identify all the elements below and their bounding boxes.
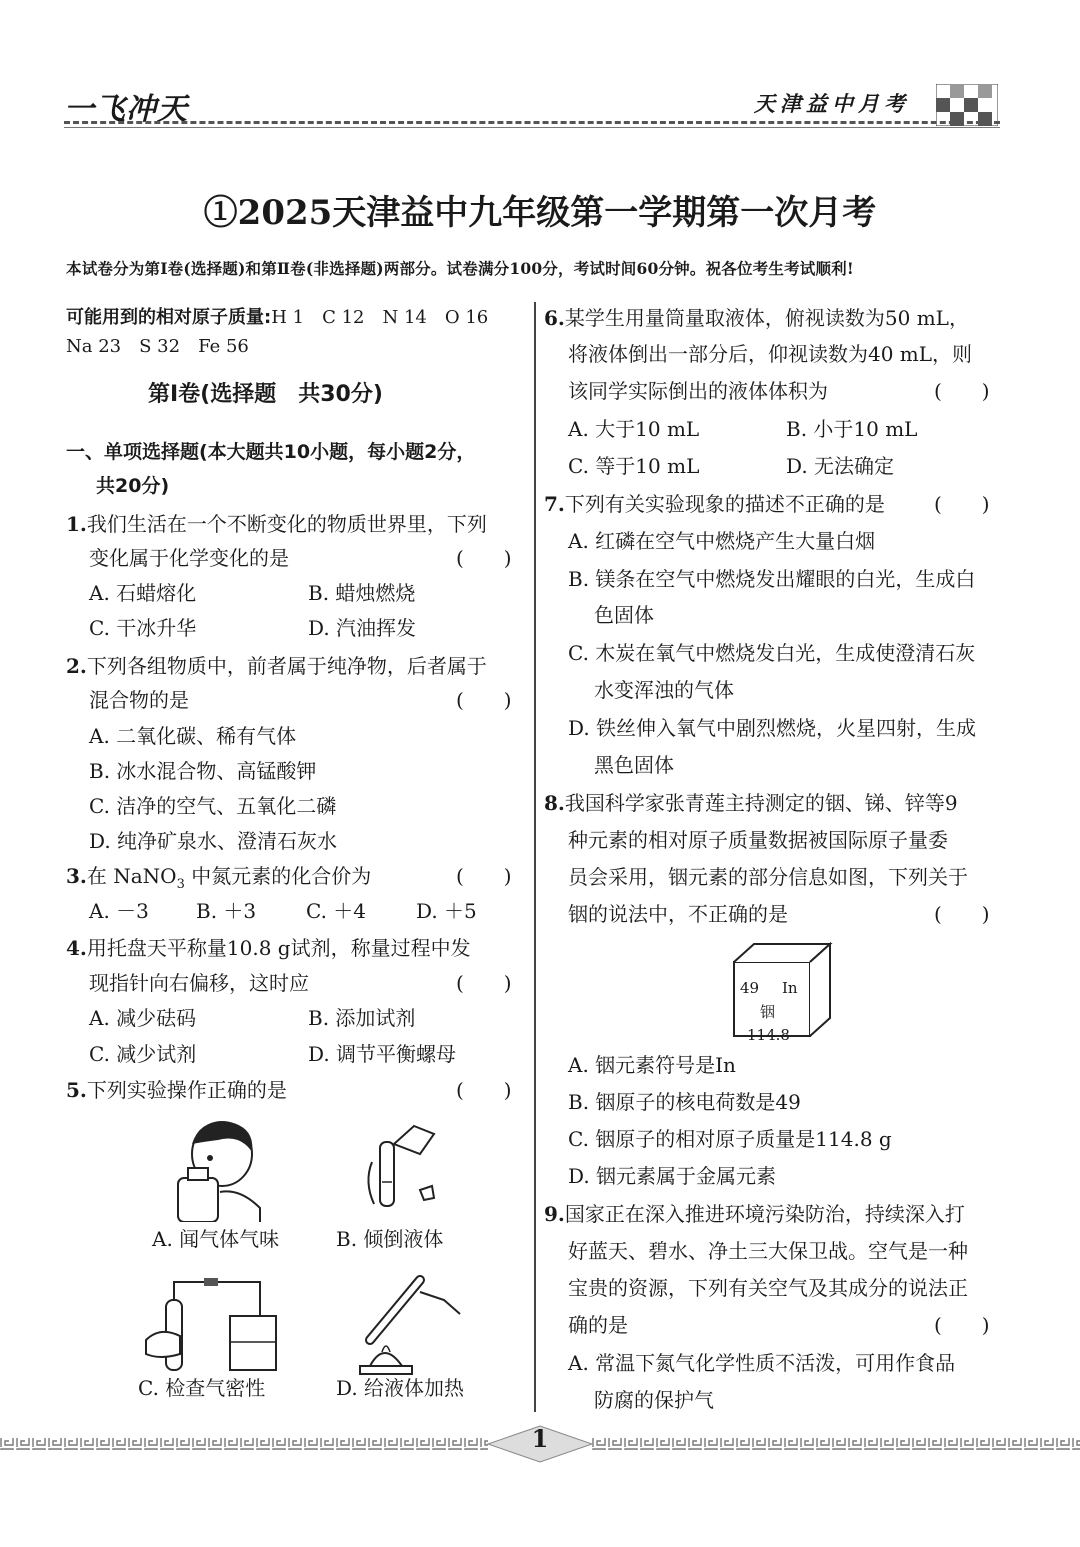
q3-subscript: 3 [176,877,185,892]
q5-option-c[interactable]: C. 检查气密性 [138,1376,266,1400]
q4-answer-paren[interactable]: ( ) [456,971,512,995]
q3-number: 3. [66,864,87,888]
q3-option-c[interactable]: C. ＋4 [306,899,367,923]
q3-text-post: 中氮元素的化合价为 [184,864,372,888]
q4-stem-line1 [66,930,471,966]
atomic-mass-line2: Na 23 S 32 Fe 56 [66,336,249,357]
q8-stem-line4: 铟的说法中，不正确的是 [568,902,788,926]
element-mass: 114.8 [747,1026,790,1044]
q4-stem-line2: 现指针向右偏移，这时应 [89,971,309,995]
q1-option-a[interactable]: A. 石蜡熔化 [89,581,197,605]
part-title-line1: 一、单项选择题(本大题共10小题，每小题2分， [66,441,476,463]
q8-answer-paren[interactable]: ( ) [934,902,990,926]
q7-number: 7. [544,492,565,516]
q4-option-d[interactable]: D. 调节平衡螺母 [308,1042,457,1066]
q7-text: 下列有关实验现象的描述不正确的是 [564,492,885,516]
q9-stem-line2: 好蓝天、碧水、净土三大保卫战。空气是一种 [568,1239,968,1263]
q4-text: 用托盘天平称量10.8 g试剂，称量过程中发 [86,936,471,960]
q8-stem-line1 [544,785,958,821]
smell-gas-figure [160,1112,270,1222]
q6-number: 6. [544,306,565,330]
exam-title: ①2025天津益中九年级第一学期第一次月考 [203,193,877,233]
q7-stem [544,486,885,522]
q8-option-c[interactable]: C. 铟原子的相对原子质量是114.8 g [568,1127,892,1151]
q6-answer-paren[interactable]: ( ) [934,379,990,403]
q1-stem-line1 [66,506,487,542]
q3-text-pre: 在 NaNO [86,864,177,888]
q5-option-d[interactable]: D. 给液体加热 [336,1376,465,1400]
q3-option-a[interactable]: A. －3 [89,899,149,923]
q6-option-c[interactable]: C. 等于10 mL [568,454,700,478]
q7-option-c-cont: 水变浑浊的气体 [594,678,734,702]
exam-intro: 本试卷分为第Ⅰ卷(选择题)和第Ⅱ卷(非选择题)两部分。试卷满分100分，考试时间60分钟。祝各位考生考试顺利! [66,259,854,278]
q5-answer-paren[interactable]: ( ) [456,1078,512,1102]
q1-text: 我们生活在一个不断变化的物质世界里，下列 [86,512,487,536]
series-title: 天津益中月考 [754,91,910,116]
q7-option-c[interactable]: C. 木炭在氧气中燃烧发白光，生成使澄清石灰 [568,641,976,665]
q2-stem-line2: 混合物的是 [89,688,189,712]
q4-option-c[interactable]: C. 减少试剂 [89,1042,197,1066]
q9-option-a-cont: 防腐的保护气 [594,1388,714,1412]
q8-stem-line3: 员会采用，铟元素的部分信息如图，下列关于 [568,865,968,889]
q1-option-d[interactable]: D. 汽油挥发 [308,616,417,640]
header-dashed-rule [64,121,1000,124]
q1-answer-paren[interactable]: ( ) [456,546,512,570]
q7-option-d-cont: 黑色固体 [594,753,674,777]
q7-option-d[interactable]: D. 铁丝伸入氧气中剧烈燃烧，火星四射，生成 [568,716,977,740]
brand-logo: 一飞冲天 [64,92,188,127]
column-divider [534,302,536,1412]
q3-answer-paren[interactable]: ( ) [456,864,512,888]
q5-option-b[interactable]: B. 倾倒液体 [336,1227,444,1251]
atomic-mass-values: H 1 C 12 N 14 O 16 [271,307,489,328]
q2-answer-paren[interactable]: ( ) [456,688,512,712]
page-number: 1 [531,1424,549,1453]
q2-option-b[interactable]: B. 冰水混合物、高锰酸钾 [89,759,317,783]
header-rule [64,127,1000,128]
q7-option-b-cont: 色固体 [594,603,654,627]
q9-stem-line4: 确的是 [568,1313,628,1337]
q6-option-a[interactable]: A. 大于10 mL [568,417,700,441]
element-symbol: In [782,979,798,997]
q4-option-a[interactable]: A. 减少砝码 [89,1006,197,1030]
q6-option-b[interactable]: B. 小于10 mL [786,417,918,441]
q1-stem-line2: 变化属于化学变化的是 [89,546,289,570]
q1-option-c[interactable]: C. 干冰升华 [89,616,197,640]
q1-number: 1. [66,512,87,536]
q9-stem-line1 [544,1196,965,1232]
q9-number: 9. [544,1202,565,1226]
atomic-mass-label: 可能用到的相对原子质量: [66,307,272,328]
element-number: 49 [740,979,760,997]
q8-option-d[interactable]: D. 铟元素属于金属元素 [568,1164,777,1188]
q2-text: 下列各组物质中，前者属于纯净物，后者属于 [86,654,487,678]
airtight-check-figure [140,1270,280,1380]
q8-option-b[interactable]: B. 铟原子的核电荷数是49 [568,1090,801,1114]
q9-stem-line3: 宝贵的资源，下列有关空气及其成分的说法正 [568,1276,968,1300]
q8-number: 8. [544,791,565,815]
heat-liquid-figure [340,1270,470,1380]
q9-option-a[interactable]: A. 常温下氮气化学性质不活泼，可用作食品 [568,1351,956,1375]
q3-option-b[interactable]: B. ＋3 [196,899,257,923]
q7-answer-paren[interactable]: ( ) [934,492,990,516]
q6-stem-line2: 将液体倒出一部分后，仰视读数为40 mL，则 [568,342,973,366]
q2-number: 2. [66,654,87,678]
q6-stem-line1 [544,300,969,336]
q6-stem-line3: 该同学实际倒出的液体体积为 [568,379,828,403]
q5-text: 下列实验操作正确的是 [86,1078,287,1102]
element-name: 铟 [760,1003,776,1021]
q2-option-c[interactable]: C. 洁净的空气、五氧化二磷 [89,794,337,818]
q2-option-a[interactable]: A. 二氧化碳、稀有气体 [89,724,297,748]
q3-option-d[interactable]: D. ＋5 [416,899,477,923]
q6-option-d[interactable]: D. 无法确定 [786,454,895,478]
section-title: 第Ⅰ卷(选择题 共30分) [148,382,383,407]
pour-liquid-figure [350,1112,460,1222]
q9-text: 国家正在深入推进环境污染防治，持续深入打 [564,1202,965,1226]
q5-stem [66,1072,287,1108]
q7-option-a[interactable]: A. 红磷在空气中燃烧产生大量白烟 [568,529,876,553]
part-title-line2: 共20分) [96,475,170,497]
q8-text: 我国科学家张青莲主持测定的铟、锑、锌等9 [564,791,958,815]
checker-decoration [936,84,998,126]
q2-option-d[interactable]: D. 纯净矿泉水、澄清石灰水 [89,829,338,853]
q1-option-b[interactable]: B. 蜡烛燃烧 [308,581,416,605]
q4-number: 4. [66,936,87,960]
q9-answer-paren[interactable]: ( ) [934,1313,990,1337]
q8-stem-line2: 种元素的相对原子质量数据被国际原子量委 [568,828,948,852]
q4-option-b[interactable]: B. 添加试剂 [308,1006,416,1030]
q5-option-a[interactable]: A. 闻气体气味 [152,1227,280,1251]
q8-option-a[interactable]: A. 铟元素符号是In [568,1053,736,1077]
q5-number: 5. [66,1078,87,1102]
q6-text: 某学生用量筒量取液体，俯视读数为50 mL， [564,306,969,330]
q7-option-b[interactable]: B. 镁条在空气中燃烧发出耀眼的白光，生成白 [568,567,976,591]
q2-stem-line1 [66,648,487,684]
